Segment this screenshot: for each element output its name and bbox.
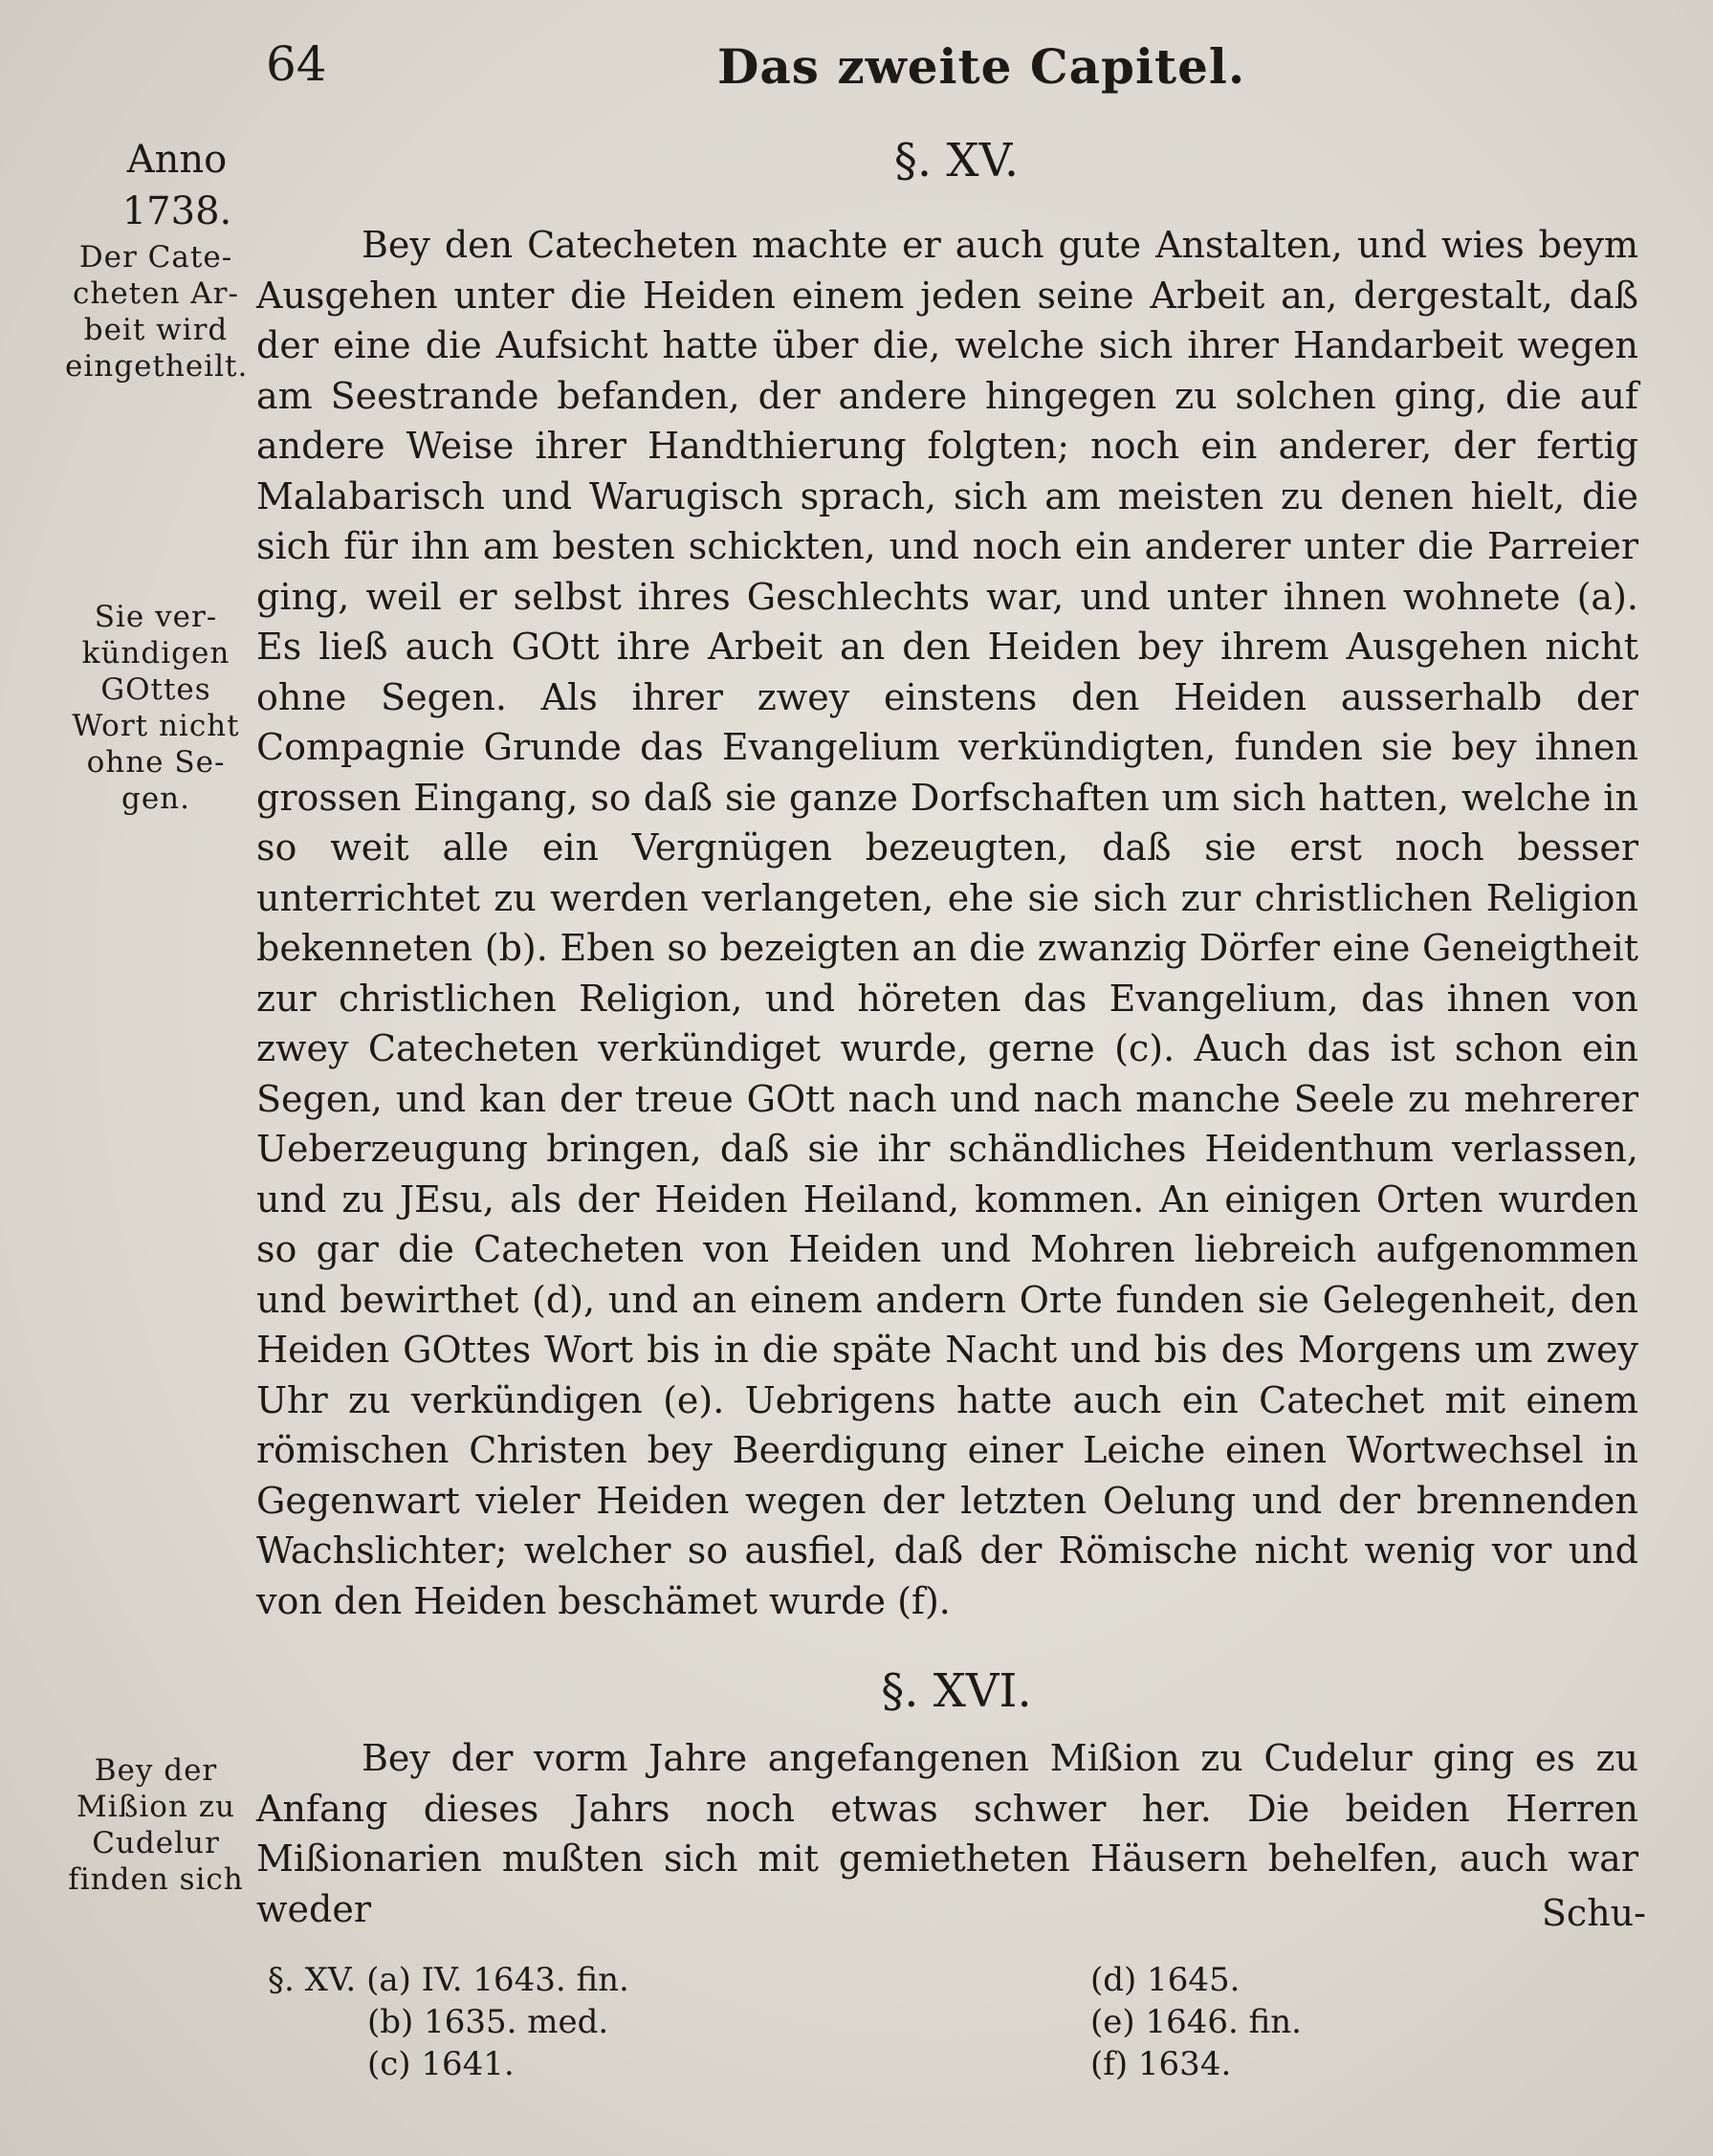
footnote-b: (b) 1635. med.	[367, 2003, 609, 2041]
margin-year	[105, 134, 249, 237]
footnotes-right	[1090, 1959, 1302, 2085]
margin-note-mission: Bey der Mißion zu Cudelur finden sich	[68, 1753, 244, 1897]
footnotes-left	[268, 1959, 629, 2085]
footnote-d: (d) 1645.	[1090, 1961, 1241, 1999]
section-heading-xv: §. XV.	[893, 134, 1020, 187]
margin-note-catechists: Der Cate- cheten Ar- beit wird eingetheilt.	[65, 240, 249, 384]
section-text-xv: Bey den Catecheten machte er auch gute Anstalten, und wies beym Ausgehen unter die Heiden einem jeden seine Arbeit an, dergestalt, daß der eine die Aufsicht hatte über die, welche sich ihrer Handarbeit wegen am Seestrande befanden, der andere hingegen zu solchen ging, die auf andere Weise ihrer Handthierung folgten; noch ein anderer, der fertig Malabarisch und Warugisch sprach, sich am meisten zu denen hielt, die sich für ihn am besten schickten, und noch ein anderer unter die Parreier ging, weil er selbst ihres Geschlechts war, und unter ihnen wohnete (a). Es ließ auch GOtt ihre Arbeit an den Heiden bey ihrem Ausgehen nicht ohne Segen. Als ihrer zwey einstens den Heiden ausserhalb der Compagnie Grunde das Evangelium verkündigten, funden sie bey ihnen grossen Eingang, so daß sie ganze Dorfschaften um sich hatten, welche in so weit alle ein Vergnügen bezeugten, daß sie erst noch besser unterrichtet zu werden verlangeten, ehe sie sich zur christlichen Religion bekenneten (b). Eben so bezeigten an die zwanzig Dörfer eine Geneigtheit zur christlichen Religion, und höreten das Evangelium, das ihnen von zwey Catecheten verkündiget wurde, gerne (c). Auch das ist schon ein Segen, und kan der treue GOtt nach und nach manche Seele zu mehrerer Ueberzeugung bringen, daß sie ihr schändliches Heidenthum verlassen, und zu JEsu, als der Heiden Heiland, kommen. An einigen Orten wurden so gar die Catecheten von Heiden und Mohren liebreich aufgenommen und bewirthet (d), und an einem andern Orte funden sie Gelegenheit, den Heiden GOttes Wort bis in die späte Nacht und bis des Morgens um zwey Uhr zu verkündigen (e). Uebrigens hatte auch ein Catechet mit einem römischen Christen bey Beerdigung einer Leiche einen Wortwechsel in Gegenwart vieler Heiden wegen der letzten Oelung und der brennenden Wachslichter; welcher so ausfiel, daß der Römische nicht wenig vor und von den Heiden beschämet wurde (f).	[256, 224, 1638, 1622]
footnote-prefix: §. XV.	[268, 1961, 357, 1999]
page-number: 64	[266, 36, 327, 92]
catchword: Schu-	[1541, 1892, 1646, 1934]
running-title: Das zweite Capitel.	[717, 38, 1246, 95]
footnote-line	[268, 1959, 629, 2001]
footnote-e: (e) 1646. fin.	[1090, 2003, 1302, 2041]
footnote-f: (f) 1634.	[1090, 2045, 1232, 2083]
anno-year: 1738.	[121, 189, 232, 233]
anno-label: Anno	[126, 138, 228, 182]
section-text-xvi: Bey der vorm Jahre angefangenen Mißion zu Cudelur ging es zu Anfang dieses Jahrs noch etwas schwer her. Die beiden Herren Mißionarien mußten sich mit gemietheten Häusern behelfen, auch war weder	[256, 1737, 1638, 1930]
margin-note-blessing: Sie ver- kündigen GOttes Wort nicht ohne Se- gen.	[72, 600, 240, 816]
section-heading-xvi: §. XVI.	[881, 1664, 1032, 1718]
footnote-c: (c) 1641.	[367, 2045, 515, 2083]
footnote-a: (a) IV. 1643. fin.	[366, 1961, 629, 1999]
